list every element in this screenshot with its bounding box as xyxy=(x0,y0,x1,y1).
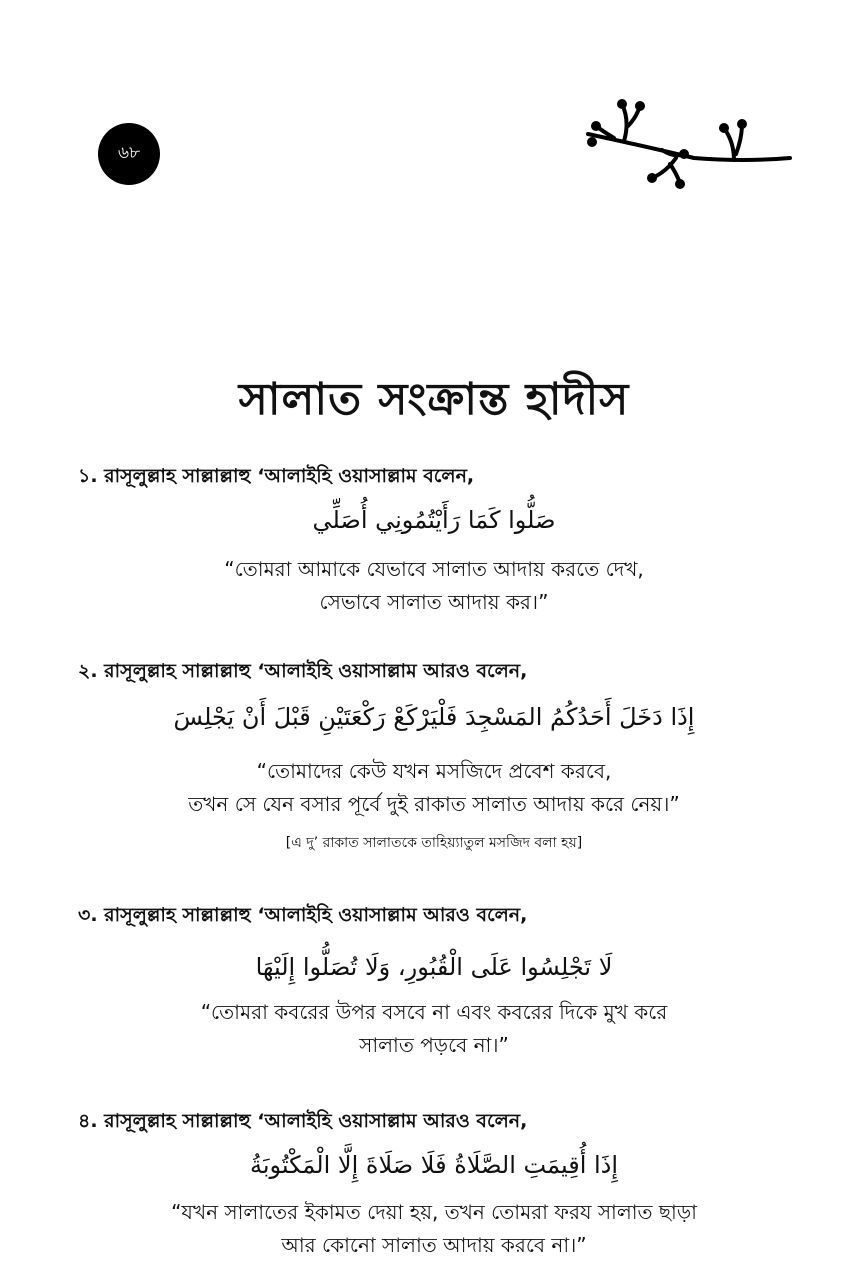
hadith-arabic-text: صَلُّوا كَمَا رَأَيْتُمُونِي أُصَلِّي xyxy=(312,506,556,534)
translation-line: “যখন সালাতের ইকামত দেয়া হয়, তখন তোমরা ফরয সালাত ছাড়া xyxy=(171,1200,697,1224)
hadith-translation xyxy=(0,1196,868,1262)
chapter-title: সালাত সংক্রান্ত হাদীস xyxy=(238,374,630,425)
hadith-intro: ২. রাসূলুল্লাহ সাল্লাল্লাহু ‘আলাইহি ওয়াসাল্লাম আরও বলেন, xyxy=(78,660,528,682)
translation-line: “তোমরা কবরের উপর বসবে না এবং কবরের দিকে মুখ করে xyxy=(200,1000,668,1024)
hadith-arabic-text: لَا تَجْلِسُوا عَلَى الْقُبُورِ، وَلَا تُصَلُّوا إِلَيْهَا xyxy=(255,953,613,981)
hadith-arabic-text: إِذَا دَخَلَ أَحَدُكُمُ المَسْجِدَ فَلْيَرْكَعْ رَكْعَتَيْنِ قَبْلَ أَنْ يَجْلِسَ xyxy=(173,703,695,731)
hadith-intro: ১. রাসূলুল্লাহ সাল্লাল্লাহু ‘আলাইহি ওয়াসাল্লাম বলেন, xyxy=(78,465,475,487)
translation-line: “তোমরা আমাকে যেভাবে সালাত আদায় করতে দেখ, xyxy=(224,557,644,581)
translation-line: আর কোনো সালাত আদায় করবে না।” xyxy=(281,1233,587,1257)
translation-line: সেভাবে সালাত আদায় কর।” xyxy=(319,590,549,614)
hadith-intro: ৪. রাসূলুল্লাহ সাল্লাল্লাহু ‘আলাইহি ওয়াসাল্লাম আরও বলেন, xyxy=(78,1110,528,1132)
hadith-arabic-text: إِذَا أُقِيمَتِ الصَّلَاةُ فَلَا صَلَاةَ إِلَّا الْمَكْتُوبَةُ xyxy=(249,1151,619,1179)
translation-line: “তোমাদের কেউ যখন মসজিদে প্রবেশ করবে, xyxy=(256,759,612,783)
hadith-intro: ৩. রাসূলুল্লাহ সাল্লাল্লাহু ‘আলাইহি ওয়াসাল্লাম আরও বলেন, xyxy=(78,904,528,926)
branch-ornament-icon xyxy=(584,96,794,196)
page-number: ৬৮ xyxy=(117,143,141,163)
page-number-badge xyxy=(98,123,160,185)
hadith-translation xyxy=(0,553,868,619)
translation-line: তখন সে যেন বসার পূর্বে দুই রাকাত সালাত আদায় করে নেয়।” xyxy=(188,792,680,816)
hadith-translation xyxy=(0,755,868,821)
hadith-note: [এ দু’ রাকাত সালাতকে তাহিয়্যাতুল মসজিদ বলা হয়] xyxy=(285,835,583,851)
hadith-translation xyxy=(0,996,868,1062)
translation-line: সালাত পড়বে না।” xyxy=(359,1033,509,1057)
